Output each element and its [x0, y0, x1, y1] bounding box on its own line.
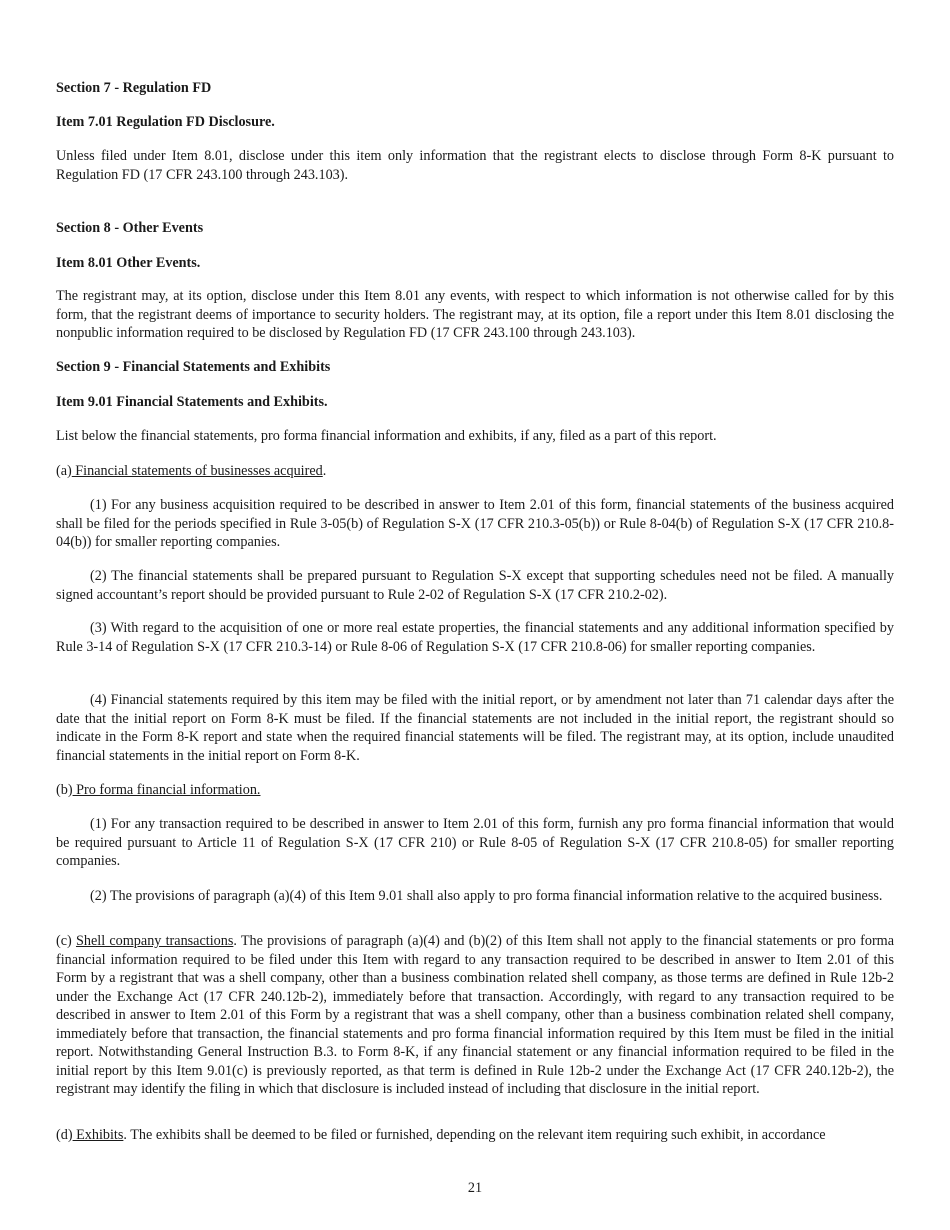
paragraph-b-2: (2) The provisions of paragraph (a)(4) of this Item 9.01 shall also apply to pro forma financial information relative to the acquired business. [90, 888, 883, 904]
item-9-01-intro: List below the financial statements, pro forma financial information and exhibits, if any, filed as a part of this report. [56, 428, 717, 444]
section-8-heading: Section 8 - Other Events [56, 220, 204, 236]
item-7-01-heading: Item 7.01 Regulation FD Disclosure. [56, 114, 275, 130]
paragraph-a-title: Financial statements of businesses acquired [71, 463, 323, 479]
item-8-01-heading: Item 8.01 Other Events. [56, 255, 201, 271]
paragraph-a-heading [56, 462, 894, 481]
paragraph-b-label: (b) [56, 782, 73, 798]
paragraph-a-1: (1) For any business acquisition required to be described in answer to Item 2.01 of this form, financial statements of the business acquired shall be filed for the periods specified in Rule 3-05(b) of Regulation S-X (17 CFR 210.3-05(b)) or Rule 8-04(b) of Regulation S-X (17 CFR 210.8-04(b)) for smaller reporting companies. [56, 497, 894, 550]
paragraph-a-4: (4) Financial statements required by this item may be filed with the initial report, or by amendment not later than 71 calendar days after the date that the initial report on Form 8-K must be filed. If the financial statements are not included in the initial report, the registrant should so indicate in the Form 8-K report and state when the required financial statements will be filed. The registrant may, at its option, include unaudited financial statements in the initial report on Form 8-K. [56, 692, 894, 764]
paragraph-a-2: (2) The financial statements shall be prepared pursuant to Regulation S-X except that supporting schedules need not be filed. A manually signed accountant’s report should be provided pursuant to Rule 2-02 of Regulation S-X (17 CFR 210.2-02). [56, 568, 894, 603]
paragraph-b-heading [56, 781, 894, 800]
section-7-heading: Section 7 - Regulation FD [56, 80, 212, 96]
paragraph-c-title: Shell company transactions [75, 933, 234, 949]
paragraph-d-label: (d) [56, 1127, 73, 1143]
item-9-01-heading: Item 9.01 Financial Statements and Exhibits. [56, 394, 328, 410]
paragraph-d-title: Exhibits [72, 1127, 124, 1143]
item-8-01-text: The registrant may, at its option, disclose under this Item 8.01 any events, with respect to which information is not otherwise called for by this form, that the registrant deems of importance to security holders. The registrant may, at its option, file a report under this Item 8.01 disclosing the nonpublic information required to be disclosed by Regulation FD (17 CFR 243.100 through 243.103). [56, 288, 894, 341]
paragraph-a-end: . [322, 463, 327, 479]
paragraph-c-text: . The provisions of paragraph (a)(4) and (b)(2) of this Item shall not apply to the financial statements or pro forma financial information required to be filed under this Item with regard to any transaction required to be described in answer to Item 2.01 of this Form by a registrant that was a shell company, other than a business combination related shell company, as those terms are defined in Rule 12b-2 under the Exchange Act (17 CFR 240.12b-2), immediately before that transaction. Accordingly, with regard to any transaction required to be described in answer to Item 2.01 of this Form by a registrant that was a shell company, other than a business combination related shell company, immediately before that transaction, the financial statements and pro forma financial information required by this Item must be filed in the initial report. Notwithstanding General Instruction B.3. to Form 8-K, if any financial statement or any financial information required to be filed in the initial report by this Item 9.01(c) is previously reported, as that term is defined in Rule 12b-2 under the Exchange Act (17 CFR 240.12b-2), the registrant may identify the filing in which that disclosure is included instead of including that disclosure in the initial report. [56, 933, 894, 1097]
page-number: 21 [467, 1180, 483, 1196]
paragraph-b-1: (1) For any transaction required to be described in answer to Item 2.01 of this form, furnish any pro forma financial information that would be required pursuant to Article 11 of Regulation S-X (17 CFR 210) or Rule 8-05 of Regulation S-X (17 CFR 210.8-05) for smaller reporting companies. [56, 816, 894, 869]
paragraph-a-3: (3) With regard to the acquisition of one or more real estate properties, the financial statements and any additional information specified by Rule 3-14 of Regulation S-X (17 CFR 210.3-14) or Rule 8-06 of Regulation S-X (17 CFR 210.8-06) for smaller reporting companies. [56, 620, 894, 655]
paragraph-d-text: . The exhibits shall be deemed to be filed or furnished, depending on the relevant item requiring such exhibit, in accordance [123, 1127, 826, 1143]
paragraph-c [56, 932, 894, 1099]
paragraph-c-label: (c) [56, 933, 76, 949]
paragraph-b-title: Pro forma financial information. [72, 782, 261, 798]
section-9-heading: Section 9 - Financial Statements and Exhibits [56, 359, 331, 375]
paragraph-d [56, 1126, 894, 1145]
paragraph-a-label: (a) [56, 463, 72, 479]
item-7-01-text: Unless filed under Item 8.01, disclose under this item only information that the registrant elects to disclose through Form 8-K pursuant to Regulation FD (17 CFR 243.100 through 243.103). [56, 148, 894, 183]
